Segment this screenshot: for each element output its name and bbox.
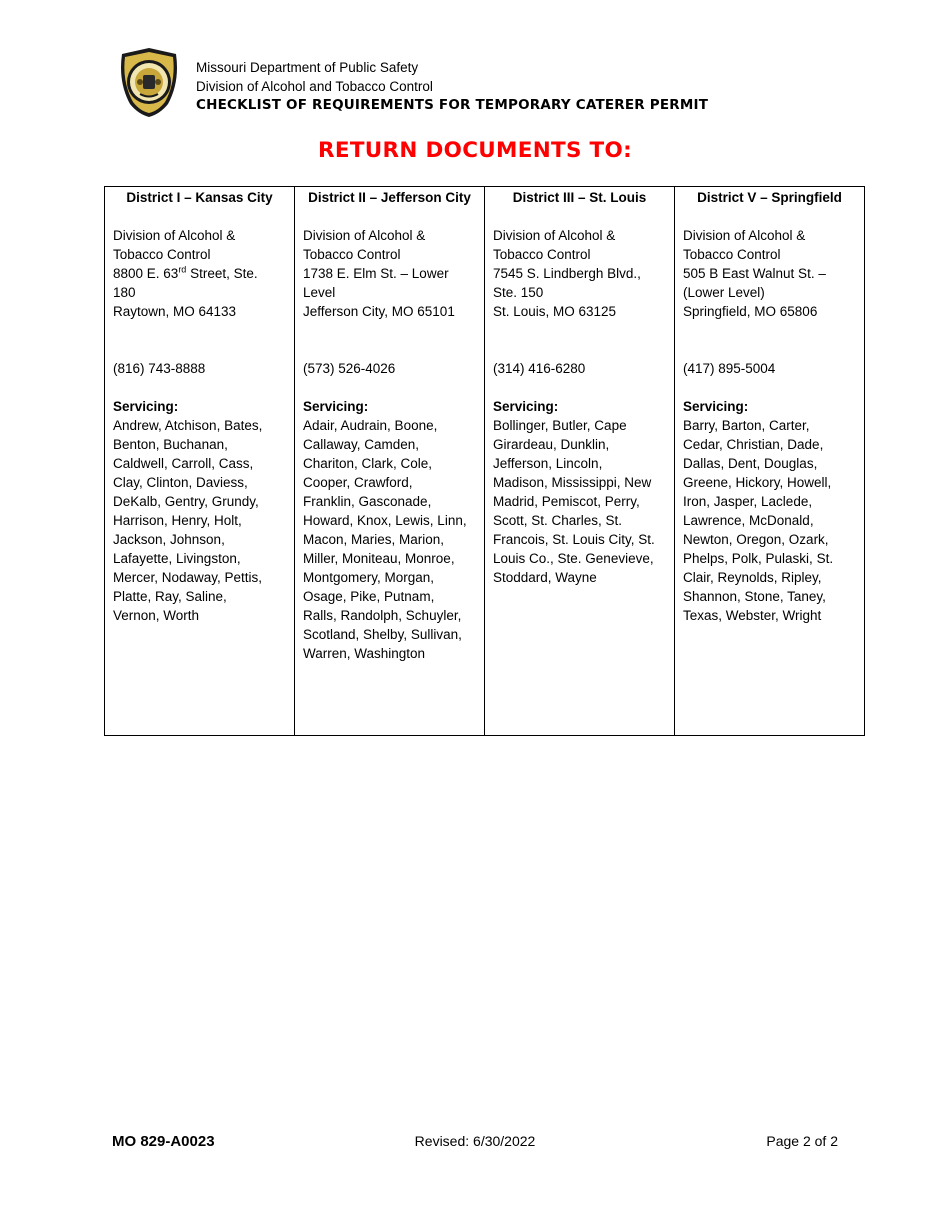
street-line-2: (Lower Level) <box>683 285 765 300</box>
servicing-label: Servicing: <box>683 399 749 414</box>
street-line: 7545 S. Lindbergh Blvd., <box>493 266 641 281</box>
return-documents-heading: RETURN DOCUMENTS TO: <box>317 138 632 163</box>
street-line <box>113 264 286 283</box>
district-title: District I – Kansas City <box>126 190 273 205</box>
division-name: Division of Alcohol and Tobacco Control <box>196 79 433 94</box>
county-line: Callaway, Camden, <box>303 437 420 452</box>
county-line: Texas, Webster, Wright <box>683 608 822 623</box>
county-line: Montgomery, Morgan, <box>303 570 435 585</box>
servicing-label: Servicing: <box>303 399 369 414</box>
county-line: Osage, Pike, Putnam, <box>303 589 435 604</box>
city-line: Jefferson City, MO 65101 <box>303 304 455 319</box>
header <box>196 58 708 114</box>
county-line: Greene, Hickory, Howell, <box>683 475 832 490</box>
counties-list <box>683 416 856 625</box>
street-line: 505 B East Walnut St. – <box>683 266 826 281</box>
form-number: MO 829-A0023 <box>112 1133 215 1150</box>
county-line: Cedar, Christian, Dade, <box>683 437 824 452</box>
county-line: Lawrence, McDonald, <box>683 513 814 528</box>
county-line: Cooper, Crawford, <box>303 475 413 490</box>
district-phone: (573) 526-4026 <box>303 361 396 376</box>
county-line: Franklin, Gasconade, <box>303 494 432 509</box>
county-line: Jefferson, Lincoln, <box>493 456 603 471</box>
street-line: 1738 E. Elm St. – Lower <box>303 266 449 281</box>
county-line: Iron, Jasper, Laclede, <box>683 494 813 509</box>
district-address <box>113 226 286 321</box>
page-number: Page 2 of 2 <box>766 1133 838 1149</box>
county-line: Clair, Reynolds, Ripley, <box>683 570 822 585</box>
district-cell-springfield <box>675 187 865 736</box>
city-line: St. Louis, MO 63125 <box>493 304 617 319</box>
district-phone: (816) 743-8888 <box>113 361 206 376</box>
street-number: 8800 E. 63 <box>113 266 179 281</box>
department-name: Missouri Department of Public Safety <box>196 60 419 75</box>
street-line-2: Ste. 150 <box>493 285 544 300</box>
address-line: Division of Alcohol & <box>683 228 806 243</box>
county-line: Chariton, Clark, Cole, <box>303 456 433 471</box>
street-suffix: Street, Ste. <box>186 266 258 281</box>
county-line: Andrew, Atchison, Bates, <box>113 418 263 433</box>
county-line: Dallas, Dent, Douglas, <box>683 456 818 471</box>
county-line: Phelps, Polk, Pulaski, St. <box>683 551 834 566</box>
district-cell-jefferson-city <box>295 187 485 736</box>
servicing-label: Servicing: <box>113 399 179 414</box>
street-line-2: Level <box>303 285 336 300</box>
missouri-dps-seal-icon <box>116 46 182 118</box>
address-line: Tobacco Control <box>493 247 591 262</box>
county-line: Scotland, Shelby, Sullivan, <box>303 627 462 642</box>
revised-date: Revised: 6/30/2022 <box>414 1133 536 1149</box>
county-line: Madison, Mississippi, New <box>493 475 652 490</box>
county-line: Louis Co., Ste. Genevieve, <box>493 551 654 566</box>
ordinal-suffix: rd <box>178 264 187 275</box>
district-phone: (417) 895-5004 <box>683 361 776 376</box>
district-title: District II – Jefferson City <box>308 190 471 205</box>
address-line: Tobacco Control <box>113 247 211 262</box>
document-title: CHECKLIST OF REQUIREMENTS FOR TEMPORARY CATERER PERMIT <box>196 97 709 113</box>
county-line: Mercer, Nodaway, Pettis, <box>113 570 263 585</box>
county-line: Scott, St. Charles, St. <box>493 513 623 528</box>
county-line: Howard, Knox, Lewis, Linn, <box>303 513 467 528</box>
city-line: Springfield, MO 65806 <box>683 304 818 319</box>
district-address <box>683 226 856 321</box>
county-line: DeKalb, Gentry, Grundy, <box>113 494 259 509</box>
county-line: Macon, Maries, Marion, <box>303 532 445 547</box>
county-line: Vernon, Worth <box>113 608 200 623</box>
counties-list <box>113 416 286 625</box>
county-line: Shannon, Stone, Taney, <box>683 589 826 604</box>
county-line: Benton, Buchanan, <box>113 437 228 452</box>
county-line: Miller, Moniteau, Monroe, <box>303 551 455 566</box>
districts-table <box>104 186 865 736</box>
address-line: Tobacco Control <box>683 247 781 262</box>
address-line: Division of Alcohol & <box>113 228 236 243</box>
county-line: Madrid, Pemiscot, Perry, <box>493 494 640 509</box>
county-line: Francois, St. Louis City, St. <box>493 532 655 547</box>
servicing-label: Servicing: <box>493 399 559 414</box>
county-line: Girardeau, Dunklin, <box>493 437 610 452</box>
county-line: Caldwell, Carroll, Cass, <box>113 456 254 471</box>
counties-list <box>493 416 666 587</box>
district-phone: (314) 416-6280 <box>493 361 586 376</box>
county-line: Harrison, Henry, Holt, <box>113 513 242 528</box>
county-line: Warren, Washington <box>303 646 426 661</box>
county-line: Stoddard, Wayne <box>493 570 597 585</box>
address-line: Tobacco Control <box>303 247 401 262</box>
district-title: District V – Springfield <box>697 190 842 205</box>
counties-list <box>303 416 476 663</box>
county-line: Ralls, Randolph, Schuyler, <box>303 608 462 623</box>
county-line: Newton, Oregon, Ozark, <box>683 532 829 547</box>
county-line: Bollinger, Butler, Cape <box>493 418 627 433</box>
county-line: Clay, Clinton, Daviess, <box>113 475 248 490</box>
district-title: District III – St. Louis <box>512 190 647 205</box>
district-address <box>493 226 666 321</box>
county-line: Adair, Audrain, Boone, <box>303 418 438 433</box>
district-cell-kansas-city <box>105 187 295 736</box>
county-line: Barry, Barton, Carter, <box>683 418 810 433</box>
district-cell-st-louis <box>485 187 675 736</box>
street-line-2: 180 <box>113 285 136 300</box>
city-line: Raytown, MO 64133 <box>113 304 237 319</box>
county-line: Jackson, Johnson, <box>113 532 225 547</box>
address-line: Division of Alcohol & <box>493 228 616 243</box>
county-line: Lafayette, Livingston, <box>113 551 241 566</box>
address-line: Division of Alcohol & <box>303 228 426 243</box>
county-line: Platte, Ray, Saline, <box>113 589 227 604</box>
district-address <box>303 226 476 321</box>
